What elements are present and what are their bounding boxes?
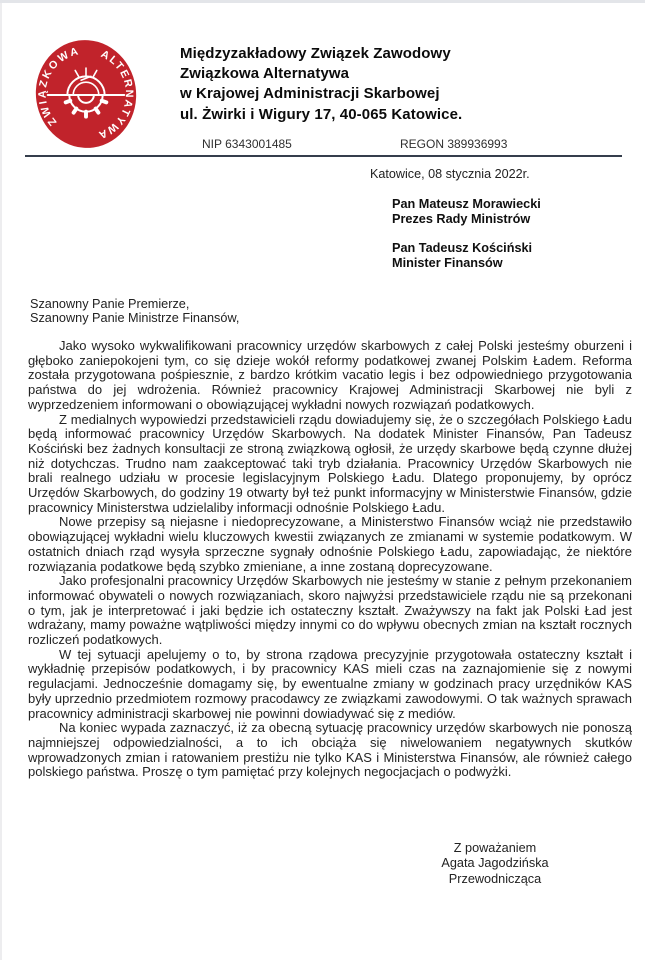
- signer-name: Agata Jagodzińska: [441, 856, 549, 871]
- body-paragraph-2: Z medialnych wypowiedzi przedstawicieli rządu dowiadujemy się, że o szczegółach Polskiego Ładu będą informować pracownicy Urzędów Skarbowych. Na dodatek Minister Finansów, Pan Tadeusz Kościński bez żadnych konsultacji ze stroną związkową ogłosił, że urzędy skarbowe będą czynne dłużej niż dotychczas. Trudno nam zaakceptować taki tryb działania. Pracownicy Urzędów Skarbowych nie brali realnego udziału w procesie legislacyjnym Polskiego Ładu. Dlatego proponujemy, by oprócz Urzędów Skarbowych, do godziny 19 otwarty był też punkt informacyjny w Ministerstwie Finansów, gdzie pracownicy Ministerstwa udzielaliby informacji odnośnie Polskiego Ładu.: [28, 411, 632, 515]
- regon-number: REGON 389936993: [400, 137, 508, 151]
- recipient-finance-minister: [392, 241, 532, 271]
- recipient-title: Minister Finansów: [392, 255, 503, 270]
- salutation-line-2: Szanowny Panie Ministrze Finansów,: [30, 311, 240, 326]
- salutation: [30, 297, 239, 325]
- org-name-line-1: Międzyzakładowy Związek Zawodowy: [180, 45, 451, 62]
- salutation-line-1: Szanowny Panie Premierze,: [30, 297, 190, 311]
- nip-number: NIP 6343001485: [202, 137, 292, 151]
- signer-role: Przewodnicząca: [448, 871, 542, 886]
- registry-ids-row: [0, 137, 645, 153]
- body-paragraph-3: Nowe przepisy są niejasne i niedoprecyzowane, a Ministerstwo Finansów wciąż nie przedstawiło obowiązującej wykładni wielu kluczowych kwestii związanych ze zmianami w systemie podatkowym. W ostatnich dniach rząd wysyła sprzeczne sygnały odnośnie Polskiego Ładu, zapowiadając, że niektóre rozwiązania podatkowe będą szybko zmieniane, a inne zostaną doprecyzowane.: [28, 514, 632, 574]
- recipient-title: Prezes Rady Ministrów: [392, 211, 531, 226]
- org-name-line-3: w Krajowej Administracji Skarbowej: [180, 85, 440, 103]
- logo-ring-text-right: ALTERNATYWA: [95, 48, 136, 142]
- page-top-edge: [0, 0, 645, 3]
- letterhead-org-block: [180, 44, 620, 125]
- recipient-name: Pan Mateusz Morawiecki: [392, 197, 541, 211]
- body-paragraph-6: Na koniec wypada zaznaczyć, iż za obecną sytuację pracownicy urzędów skarbowych nie ponoszą najmniejszej odpowiedzialności, a to ich obciąża się niwelowaniem negatywnych skutków wprowadzonych zmian i ratowaniem prestiżu nie tylko KAS i Ministerstwa Finansów, ale również całego polskiego państwa. Proszę o tym pamiętać przy kolejnych negocjacjach o podwyżki.: [28, 720, 632, 780]
- valediction: Z poważaniem: [453, 841, 537, 855]
- logo-ring-text-left: ZWIĄZKOWA: [36, 45, 82, 128]
- date-line: Katowice, 08 stycznia 2022r.: [370, 167, 530, 181]
- recipient-name: Pan Tadeusz Kościński: [392, 241, 533, 255]
- union-logo-icon: [32, 36, 140, 152]
- org-name-line-2: Związkowa Alternatywa: [180, 65, 350, 83]
- letter-body: [28, 339, 632, 780]
- org-address-line: ul. Żwirki i Wigury 17, 40-065 Katowice.: [180, 105, 463, 123]
- signature-block: [393, 841, 597, 887]
- body-paragraph-4: Jako profesjonalni pracownicy Urzędów Skarbowych nie jesteśmy w stanie z pełnym przekonaniem informować obywateli o nowych rozwiązaniach, skoro najwyżsi przedstawiciele rządu nie są przekonani o tym, jak je interpretować i jaki będzie ich ostateczny kształt. Zważywszy na fakt jak Polski Ład jest wdrażany, mamy poważne wątpliwości między innymi co do wpływu obecnych zmian na kształt rocznych rozliczeń podatkowych.: [28, 573, 632, 648]
- recipient-prime-minister: [392, 197, 541, 227]
- letterhead-divider: [25, 155, 622, 157]
- body-paragraph-1: Jako wysoko wykwalifikowani pracownicy urzędów skarbowych z całej Polski jesteśmy oburzeni i głęboko zaniepokojeni tym, co się dzieje wokół reformy podatkowej zwanej Polskim Ładem. Reforma została przygotowana pośpiesznie, z bardzo krótkim vacatio legis i bez odpowiedniego przygotowania państwa do jej wdrożenia. Również pracownicy Krajowej Administracji Skarbowej nie byli z wyprzedzeniem informowani o obowiązującej wykładni nowych rozwiązań podatkowych.: [28, 338, 632, 412]
- body-paragraph-5: W tej sytuacji apelujemy o to, by strona rządowa precyzyjnie przygotowała ostateczny kształt i wykładnię przepisów podatkowych, i by pracownicy KAS mieli czas na zaznajomienie się z nowymi regulacjami. Jednocześnie domagamy się, by ewentualne zmiany w godzinach pracy urzędników KAS były uprzednio przedmiotem rozmowy pracodawcy ze związkami zawodowymi. O tak ważnych sprawach pracownicy administracji skarbowej nie powinni dowiadywać się z mediów.: [28, 646, 632, 721]
- union-logo: [32, 36, 140, 152]
